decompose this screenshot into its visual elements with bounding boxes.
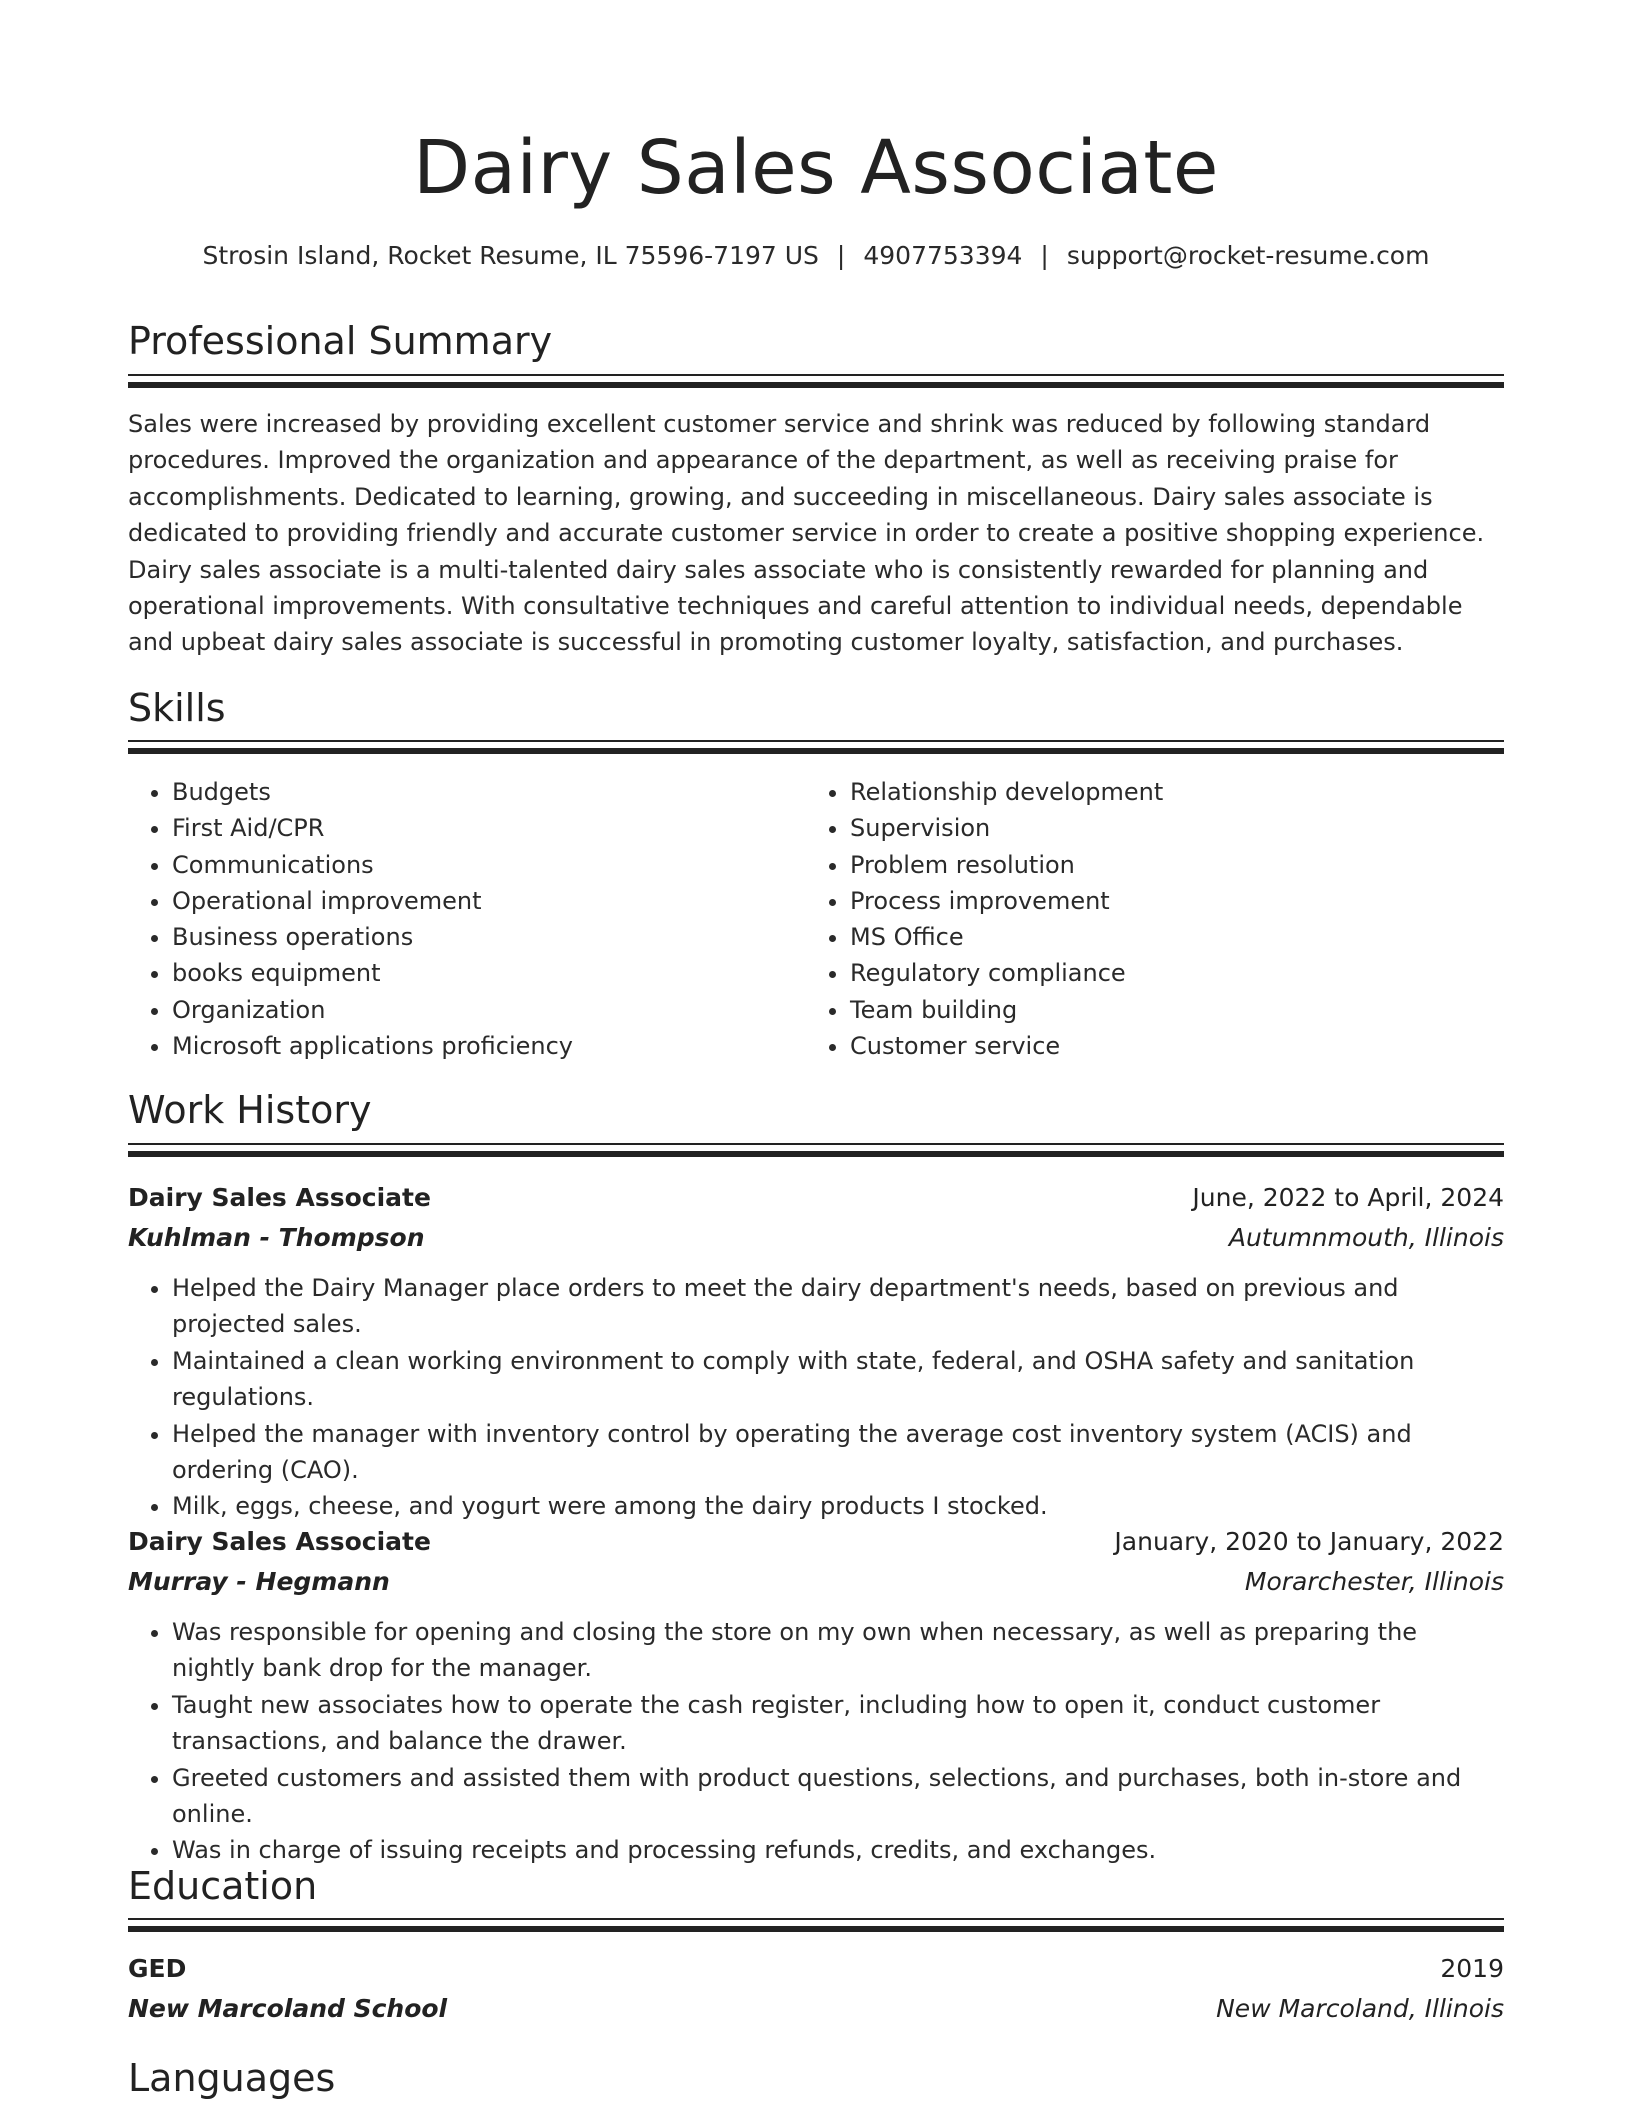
work-history-section-header [128, 1085, 1504, 1135]
work-history-heading: Work History [128, 1088, 372, 1132]
contact-separator: | [1040, 241, 1049, 270]
section-divider [128, 1151, 1504, 1157]
languages-section-header [128, 2053, 1504, 2103]
job-bullet: • Greeted customers and assisted them with product questions, selections, and purchases, both in-store and online. [172, 1760, 1504, 1833]
skill-item: • Relationship development [850, 774, 1500, 810]
skill-item: • Organization [172, 992, 802, 1028]
education-heading: Education [128, 1864, 318, 1908]
skill-item: • Operational improvement [172, 883, 802, 919]
skill-item: • Budgets [172, 774, 802, 810]
section-divider [128, 748, 1504, 754]
section-divider [128, 374, 1504, 376]
skill-item: • Supervision [850, 810, 1500, 846]
skill-item: • Team building [850, 992, 1500, 1028]
skills-heading: Skills [128, 686, 226, 730]
skill-item: • Regulatory compliance [850, 955, 1500, 991]
skills-section-header [128, 683, 1504, 733]
job-bullet: • Was in charge of issuing receipts and processing refunds, credits, and exchanges. [172, 1832, 1504, 1868]
job-bullet: • Milk, eggs, cheese, and yogurt were among the dairy products I stocked. [172, 1488, 1504, 1524]
skills-column-right [806, 774, 1500, 1064]
languages-heading: Languages [128, 2056, 336, 2100]
education-degree: GED [128, 1954, 187, 1983]
job-title-row [128, 1178, 1504, 1218]
skill-item: • Process improvement [850, 883, 1500, 919]
education-school-row [128, 1989, 1504, 2029]
job-location: Autumnmouth, Illinois [1228, 1223, 1504, 1252]
job-bullet: • Taught new associates how to operate the cash register, including how to open it, conduct customer transactions, and balance the drawer. [172, 1687, 1504, 1760]
education-year: 2019 [1440, 1954, 1504, 1983]
contact-line [128, 238, 1504, 274]
section-divider [128, 382, 1504, 388]
skill-item: • MS Office [850, 919, 1500, 955]
job-bullets [128, 1614, 1504, 1869]
job-company-row [128, 1562, 1504, 1602]
job-company: Murray - Hegmann [128, 1567, 390, 1596]
skill-item: • Microsoft applications proficiency [172, 1028, 802, 1064]
education-location: New Marcoland, Illinois [1216, 1994, 1504, 2023]
job-entry [128, 1522, 1504, 1869]
job-bullet: • Helped the manager with inventory control by operating the average cost inventory system (ACIS) and ordering (CAO). [172, 1416, 1504, 1489]
skill-item: • Communications [172, 847, 802, 883]
section-divider [128, 1918, 1504, 1920]
job-dates: June, 2022 to April, 2024 [1192, 1183, 1504, 1212]
section-divider [128, 1143, 1504, 1145]
education-section-header [128, 1861, 1504, 1911]
skill-item: • books equipment [172, 955, 802, 991]
contact-email: support@rocket-resume.com [1066, 241, 1430, 270]
section-divider [128, 1926, 1504, 1932]
education-degree-row [128, 1949, 1504, 1989]
summary-text: Sales were increased by providing excellent customer service and shrink was reduced by following standard procedures. Improved the organization and appearance of the department, as well as receiving praise for accomplishments. Dedicated to learning, growing, and succeeding in miscellaneous. Dairy sales associate is dedicated to providing friendly and accurate customer service in order to create a positive shopping experience. Dairy sales associate is a multi-talented dairy sales associate who is consistently rewarded for planning and operational improvements. With consultative techniques and careful attention to individual needs, dependable and upbeat dairy sales associate is successful in promoting customer loyalty, satisfaction, and purchases. [128, 410, 1485, 657]
skill-item: • Business operations [172, 919, 802, 955]
job-title: Dairy Sales Associate [128, 1183, 431, 1212]
job-title-row [128, 1522, 1504, 1562]
education-school: New Marcoland School [128, 1994, 448, 2023]
job-title: Dairy Sales Associate [128, 1527, 431, 1556]
education-entry [128, 1949, 1504, 2029]
skill-item: • First Aid/CPR [172, 810, 802, 846]
contact-separator: | [836, 241, 846, 270]
summary-section-header [128, 316, 1504, 366]
skill-item: • Customer service [850, 1028, 1500, 1064]
job-entry [128, 1178, 1504, 1525]
job-company-row [128, 1218, 1504, 1258]
job-bullet: • Helped the Dairy Manager place orders to meet the dairy department's needs, based on previous and projected sales. [172, 1270, 1504, 1343]
summary-heading: Professional Summary [128, 319, 553, 363]
skill-item: • Problem resolution [850, 847, 1500, 883]
contact-address: Strosin Island, Rocket Resume, IL 75596-7197 US [202, 241, 819, 270]
resume-title: Dairy Sales Associate [413, 125, 1219, 211]
job-dates: January, 2020 to January, 2022 [1114, 1527, 1504, 1556]
job-location: Morarchester, Illinois [1244, 1567, 1504, 1596]
contact-phone: 4907753394 [863, 241, 1023, 270]
skills-column-left [128, 774, 802, 1064]
job-bullets [128, 1270, 1504, 1525]
job-company: Kuhlman - Thompson [128, 1223, 425, 1252]
job-bullet: • Was responsible for opening and closing the store on my own when necessary, as well as preparing the nightly bank drop for the manager. [172, 1614, 1504, 1687]
section-divider [128, 740, 1504, 742]
job-bullet: • Maintained a clean working environment to comply with state, federal, and OSHA safety and sanitation regulations. [172, 1343, 1504, 1416]
